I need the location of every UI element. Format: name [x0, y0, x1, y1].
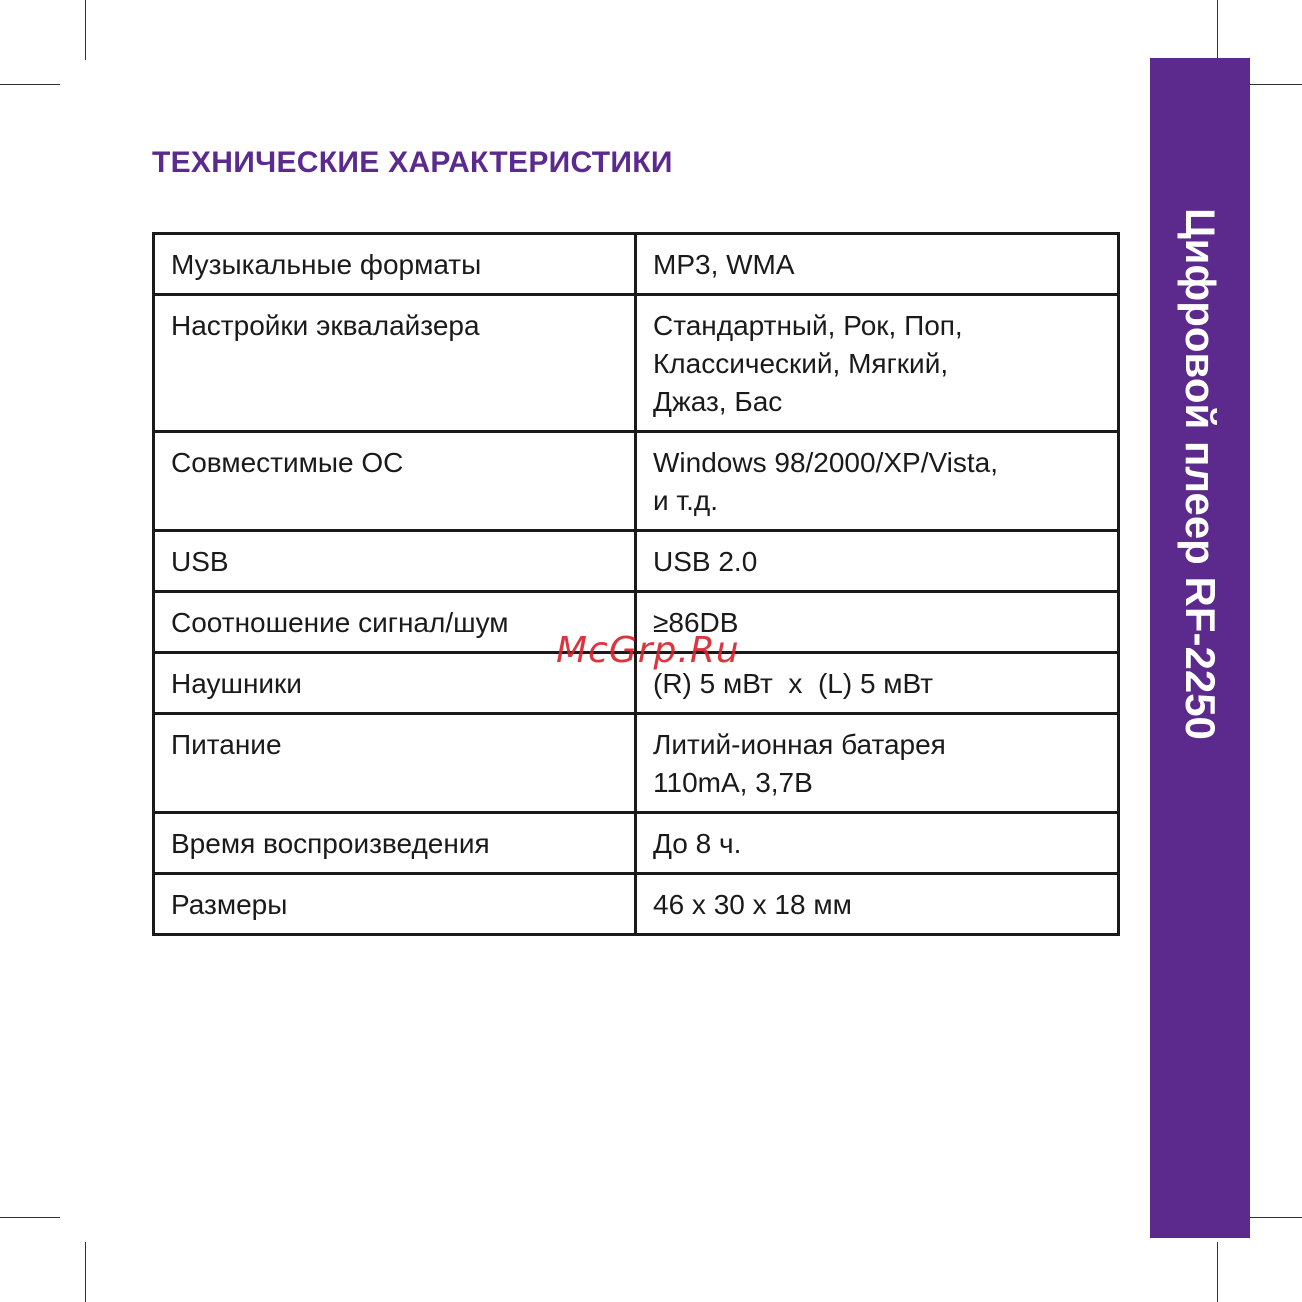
spec-value: [636, 874, 1119, 935]
spec-name: USB: [154, 531, 636, 592]
crop-mark: [1217, 0, 1218, 60]
crop-mark: [0, 1217, 60, 1218]
page-title: ТЕХНИЧЕСКИЕ ХАРАКТЕРИСТИКИ: [152, 146, 673, 179]
spec-value-line: Классический, Мягкий,: [653, 348, 949, 379]
spec-name: Время воспроизведения: [154, 813, 636, 874]
spec-value-line: и т.д.: [653, 485, 719, 516]
spec-value-line: Джаз, Бас: [653, 386, 783, 417]
spec-value: [636, 295, 1119, 432]
spec-table: [152, 232, 1120, 936]
sidebar-band: [1150, 58, 1250, 1238]
table-row: [154, 531, 1119, 592]
spec-value-line: 110mA, 3,7B: [653, 767, 813, 798]
spec-name: Размеры: [154, 874, 636, 935]
table-row: [154, 432, 1119, 531]
spec-value: [636, 432, 1119, 531]
spec-value: [636, 234, 1119, 295]
spec-value: [636, 813, 1119, 874]
table-row: [154, 813, 1119, 874]
crop-mark: [1242, 1217, 1302, 1218]
watermark: McGrp.Ru: [556, 630, 740, 671]
spec-name: Соотношение сигнал/шум: [154, 592, 636, 653]
sidebar-label: Цифровой плеер RF-2250: [1177, 208, 1224, 740]
spec-value-line: 46 x 30 x 18 мм: [653, 889, 852, 920]
table-row: [154, 234, 1119, 295]
spec-name: Совместимые ОС: [154, 432, 636, 531]
spec-value-line: USB 2.0: [653, 546, 758, 577]
table-row: [154, 714, 1119, 813]
spec-value-line: ≥86DB: [653, 607, 739, 638]
spec-value: [636, 531, 1119, 592]
crop-mark: [0, 84, 60, 85]
crop-mark: [85, 1242, 86, 1302]
table-row: [154, 874, 1119, 935]
spec-value-line: Windows 98/2000/XP/Vista,: [653, 447, 999, 478]
spec-name: Наушники: [154, 653, 636, 714]
spec-value-line: Стандартный, Рок, Поп,: [653, 310, 963, 341]
crop-mark: [1242, 84, 1302, 85]
spec-value-line: MP3, WMA: [653, 249, 795, 280]
spec-value: [636, 714, 1119, 813]
spec-name: Питание: [154, 714, 636, 813]
spec-value-line: (R) 5 мВт x (L) 5 мВт: [653, 668, 934, 699]
spec-value-line: Литий-ионная батарея: [653, 729, 946, 760]
crop-mark: [1217, 1242, 1218, 1302]
spec-name: Настройки эквалайзера: [154, 295, 636, 432]
table-row: [154, 295, 1119, 432]
spec-name: Музыкальные форматы: [154, 234, 636, 295]
crop-mark: [85, 0, 86, 60]
spec-value-line: До 8 ч.: [653, 828, 742, 859]
